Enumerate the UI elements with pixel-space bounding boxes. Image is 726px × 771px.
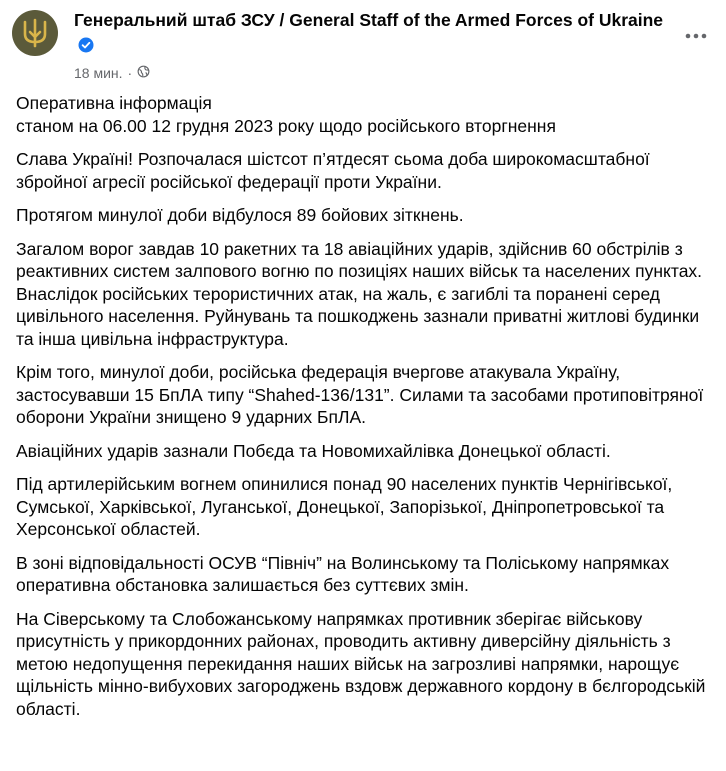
post-timestamp[interactable]: 18 мин. bbox=[74, 65, 123, 81]
more-horizontal-icon bbox=[685, 33, 707, 39]
post-paragraph-heading: Оперативна інформація станом на 06.00 12 грудня 2023 року щодо російського вторгнення bbox=[16, 93, 556, 136]
post-paragraph: На Сіверському та Слобожанському напрямках противник зберігає військову присутність у прикордонних районах, проводить активну диверсійну діяльність з метою недопущення перекидання наших військ на загрозливі напрямки, нарощує щільність мінно-вибухових загороджень вздовж державного кордону в бєлгородській області. bbox=[16, 608, 706, 719]
post-paragraph: Під артилерійським вогнем опинилися понад 90 населених пунктів Чернігівської, Сумської, Харківської, Луганської, Донецької, Запорізької, Дніпропетровської та Херсонської областей. bbox=[16, 474, 673, 539]
post-paragraph: Загалом ворог завдав 10 ракетних та 18 авіаційних ударів, здійснив 60 обстрілів з реактивних систем залпового вогню по позиціях наших військ та населених пунктах. Внаслідок російських терористичних атак, на жаль, є загиблі та поранені серед цивільного населення. Руйнувань та пошкоджень зазнали приватні житлові будинки та інша цивільна інфраструктура. bbox=[16, 238, 703, 349]
verified-badge-icon bbox=[78, 35, 94, 60]
post-paragraph: Авіаційних ударів зазнали Побєда та Новомихайлівка Донецької області. bbox=[16, 440, 611, 461]
globe-icon[interactable] bbox=[137, 64, 150, 82]
more-options-button[interactable] bbox=[678, 18, 714, 54]
post-paragraph: Протягом минулої доби відбулося 89 бойових зіткнень. bbox=[16, 205, 464, 225]
post-paragraph: Слава Україні! Розпочалася шістсот п’ятдесят сьома доба широкомасштабної збройної агресії російської федерації проти України. bbox=[16, 149, 650, 192]
post-text bbox=[16, 92, 714, 731]
author-block bbox=[74, 8, 674, 82]
avatar[interactable] bbox=[12, 10, 58, 56]
post-paragraph: В зоні відповідальності ОСУВ “Північ” на Волинському та Поліському напрямках оперативна обстановка залишається без суттєвих змін. bbox=[16, 552, 670, 595]
post-paragraph: Крім того, минулої доби, російська федерація вчергове атакувала Україну, застосувавши 15 БпЛА типу “Shahed-136/131”. Силами та засобами протиповітряної оборони України знищено 9 ударних БпЛА. bbox=[16, 362, 704, 427]
trident-icon bbox=[21, 17, 49, 49]
meta-separator: · bbox=[127, 65, 133, 81]
author-name[interactable] bbox=[74, 8, 674, 60]
post-header bbox=[12, 8, 714, 82]
post-meta bbox=[74, 64, 674, 82]
author-name-text[interactable]: Генеральний штаб ЗСУ / General Staff of the Armed Forces of Ukraine bbox=[74, 10, 664, 30]
